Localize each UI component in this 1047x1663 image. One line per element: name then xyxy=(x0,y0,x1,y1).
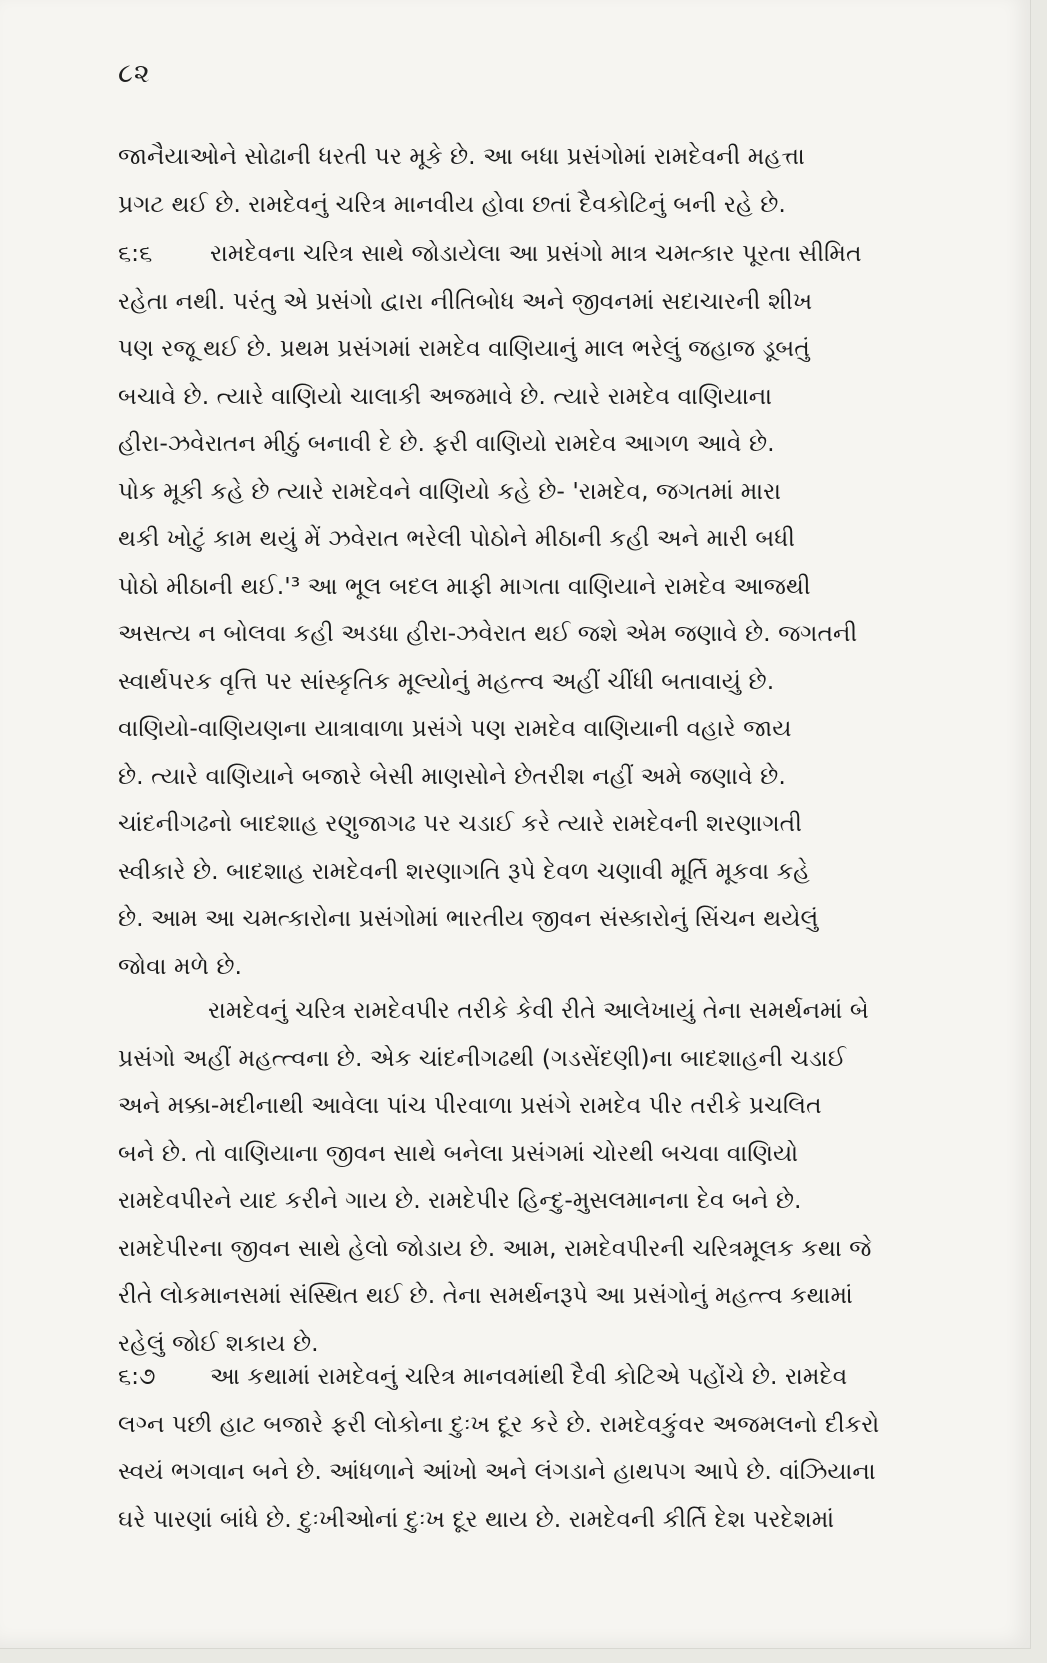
text-line: બને છે. તો વાણિયાના જીવન સાથે બનેલા પ્રસંગમાં ચોરથી બચવા વાણિયો xyxy=(118,1138,799,1167)
text-line xyxy=(118,230,958,278)
text-line: પણ રજૂ થઈ છે. પ્રથમ પ્રસંગમાં રામદેવ વાણિયાનું માલ ભરેલું જહાજ ડૂબતું xyxy=(118,334,810,362)
text-line: છે. ત્યારે વાણિયાને બજારે બેસી માણસોને છેતરીશ નહીં અમે જણાવે છે. xyxy=(118,761,786,790)
text-line: પ્રસંગો અહીં મહત્ત્વના છે. એક ચાંદનીગઢથી (ગડસેંદણી)ના બાદશાહની ચડાઈ xyxy=(118,1043,846,1072)
paragraph-continuation xyxy=(118,133,958,228)
text-line: થકી ખોટું કામ થયું મેં ઝવેરાત ભરેલી પોઠોને મીઠાની કહી અને મારી બધી xyxy=(118,524,796,552)
text-line: અસત્ય ન બોલવા કહી અડધા હીરા-ઝવેરાત થઈ જશે એમ જણાવે છે. જગતની xyxy=(118,619,858,647)
text-line: લગ્ન પછી હાટ બજારે ફરી લોકોના દુઃખ દૂર કરે છે. રામદેવકુંવર અજમલનો દીકરો xyxy=(118,1409,880,1438)
section-6-6-paragraph xyxy=(118,230,958,990)
section-number: ૬:૬ xyxy=(118,239,153,267)
text-line: જોવા મળે છે. xyxy=(118,951,243,980)
text-line: રામદેવનું ચરિત્ર રામદેવપીર તરીકે કેવી રીતે આલેખાયું તેના સમર્થનમાં બે xyxy=(208,996,869,1024)
ramdevpir-paragraph xyxy=(118,987,958,1367)
text-line: પ્રગટ થઈ છે. રામદેવનું ચરિત્ર માનવીય હોવા છતાં દૈવકોટિનું બની રહે છે. xyxy=(118,189,786,218)
text-line: બચાવે છે. ત્યારે વાણિયો ચાલાકી અજમાવે છે. ત્યારે રામદેવ વાણિયાના xyxy=(118,381,772,410)
text-line: રામદેવપીરને યાદ કરીને ગાય છે. રામદેપીર હિન્દુ-મુસલમાનના દેવ બને છે. xyxy=(118,1186,802,1214)
text-line: રહેતા નથી. પરંતુ એ પ્રસંગો દ્વારા નીતિબોધ અને જીવનમાં સદાચારની શીખ xyxy=(118,286,813,315)
text-line: ચાંદનીગઢનો બાદશાહ રણુજાગઢ પર ચડાઈ કરે ત્યારે રામદેવની શરણાગતી xyxy=(118,809,802,837)
text-line: રીતે લોકમાનસમાં સંસ્થિત થઈ છે. તેના સમર્થનરૂપે આ પ્રસંગોનું મહત્ત્વ કથામાં xyxy=(118,1281,853,1309)
text-line-content: રામદેવના ચરિત્ર સાથે જોડાયેલા આ પ્રસંગો માત્ર ચમત્કાર પૂરતા સીમિત xyxy=(210,239,862,267)
text-line: અને મક્કા-મદીનાથી આવેલા પાંચ પીરવાળા પ્રસંગે રામદેવ પીર તરીકે પ્રચલિત xyxy=(118,1091,822,1119)
text-line: જાનૈયાઓને સોઢાની ધરતી પર મૂકે છે. આ બધા પ્રસંગોમાં રામદેવની મહત્તા xyxy=(118,142,805,170)
text-line: સ્વીકારે છે. બાદશાહ રામદેવની શરણાગતિ રૂપે દેવળ ચણાવી મૂર્તિ મૂકવા કહે xyxy=(118,856,810,885)
section-6-7-paragraph xyxy=(118,1353,958,1543)
text-line: સ્વયં ભગવાન બને છે. આંધળાને આંખો અને લંગડાને હાથપગ આપે છે. વાંઝિયાના xyxy=(118,1457,876,1485)
text-line: વાણિયો-વાણિયણના યાત્રાવાળા પ્રસંગે પણ રામદેવ વાણિયાની વહારે જાય xyxy=(118,714,792,742)
page-number: ૮૨ xyxy=(118,58,151,89)
text-line xyxy=(118,1353,958,1401)
text-line: રામદેપીરના જીવન સાથે હેલો જોડાય છે. આમ, રામદેવપીરની ચરિત્રમૂલક કથા જે xyxy=(118,1233,872,1262)
text-line: પોઠો મીઠાની થઈ.'³ આ ભૂલ બદલ માફી માગતા વાણિયાને રામદેવ આજથી xyxy=(118,571,811,600)
text-line: છે. આમ આ ચમત્કારોના પ્રસંગોમાં ભારતીય જીવન સંસ્કારોનું સિંચન થયેલું xyxy=(118,904,819,932)
section-number: ૬:૭ xyxy=(118,1362,156,1390)
text-line-content: આ કથામાં રામદેવનું ચરિત્ર માનવમાંથી દૈવી કોટિએ પહોંચે છે. રામદેવ xyxy=(210,1362,848,1390)
text-line: ઘરે પારણાં બાંધે છે. દુઃખીઓનાં દુઃખ દૂર થાય છે. રામદેવની કીર્તિ દેશ પરદેશમાં xyxy=(118,1504,835,1533)
text-line: રહેલું જોઈ શકાય છે. xyxy=(118,1328,319,1357)
text-line: હીરા-ઝવેરાતન મીઠું બનાવી દે છે. ફરી વાણિયો રામદેવ આગળ આવે છે. xyxy=(118,429,775,457)
text-line: પોક મૂકી કહે છે ત્યારે રામદેવને વાણિયો કહે છે- 'રામદેવ, જગતમાં મારા xyxy=(118,476,782,505)
text-line: સ્વાર્થપરક વૃત્તિ પર સાંસ્કૃતિક મૂલ્યોનું મહત્ત્વ અહીં ચીંધી બતાવાયું છે. xyxy=(118,666,775,695)
